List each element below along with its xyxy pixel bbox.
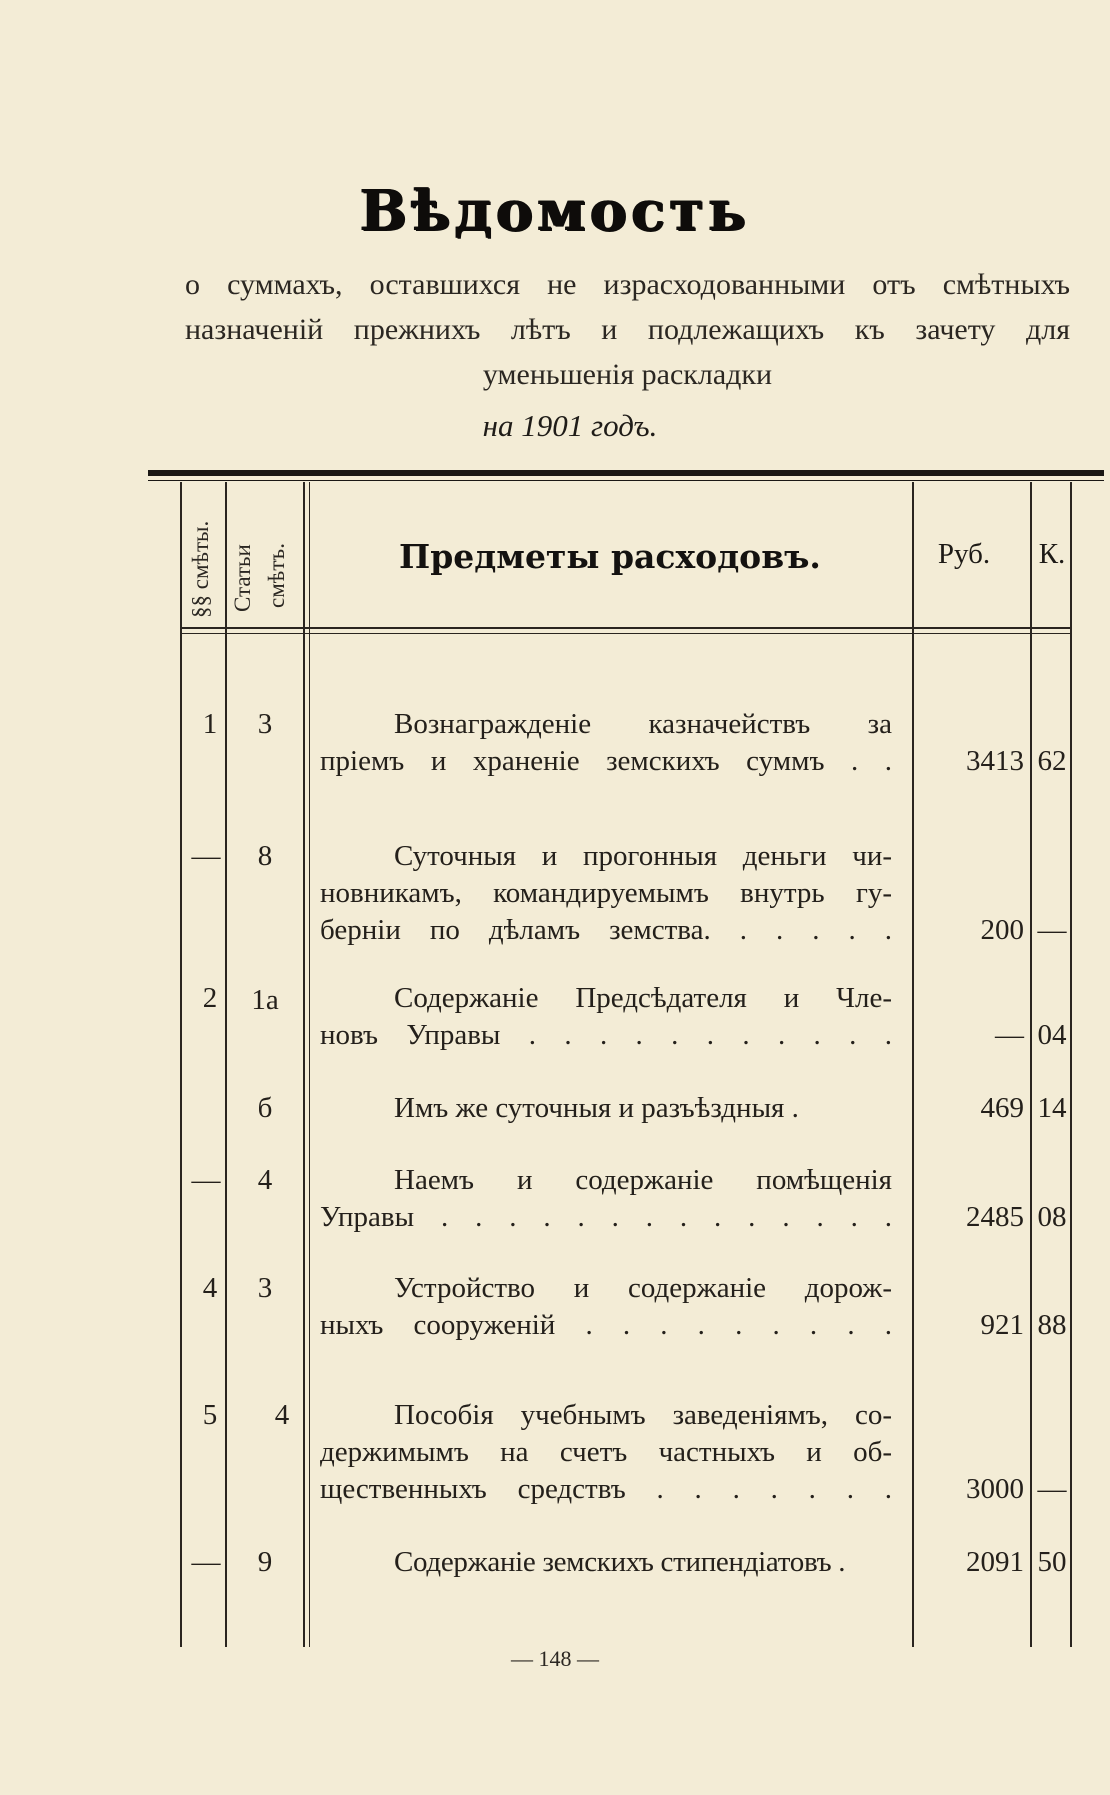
header-kop: К.	[1038, 538, 1066, 570]
row-paragraph: 2	[202, 982, 218, 1014]
row-description	[320, 1397, 892, 1508]
subtitle-line: о суммахъ, оставшихся не израсходованными отъ смѣтныхъ	[185, 268, 1070, 301]
row-description-line: Устройство и содержаніе дорож-	[394, 1272, 892, 1304]
row-article: 3	[257, 1272, 273, 1304]
row-article: 4	[274, 1399, 290, 1431]
row-rub: 200	[980, 914, 1024, 946]
table-divider	[309, 482, 310, 1647]
row-description	[320, 706, 892, 780]
header-rub: Руб.	[937, 538, 991, 570]
row-rub: 3000	[966, 1473, 1024, 1505]
row-paragraph: —	[191, 1164, 221, 1196]
row-description-line: берніи по дѣламъ земства. . . . . .	[320, 914, 892, 946]
row-description	[320, 1090, 892, 1127]
row-kop: 14	[1037, 1092, 1067, 1124]
row-description-line: Пособія учебнымъ заведеніямъ, со-	[394, 1399, 892, 1431]
row-description-line: Управы . . . . . . . . . . . . . .	[320, 1201, 892, 1233]
row-description-line: Имъ же суточныя и разъѣздныя .	[394, 1092, 799, 1124]
row-rub: 3413	[966, 745, 1024, 777]
row-description	[320, 838, 892, 949]
header-rule	[180, 627, 1070, 629]
row-kop: 08	[1037, 1201, 1067, 1233]
table-top-rule-thin	[148, 480, 1104, 481]
row-description-line: новникамъ, командируемымъ внутрь гу-	[320, 877, 892, 909]
header-articles: Статьи	[230, 544, 255, 612]
row-kop: 62	[1037, 745, 1067, 777]
row-description-line: Содержаніе Предсѣдателя и Чле-	[394, 982, 892, 1014]
row-paragraph: 1	[202, 708, 218, 740]
table-divider	[303, 482, 305, 1647]
row-article: 9	[257, 1546, 273, 1578]
row-rub: 2485	[966, 1201, 1024, 1233]
row-article: 3	[257, 708, 273, 740]
row-description-line: держимымъ на счетъ частныхъ и об-	[320, 1436, 892, 1468]
header-items: Предметы расходовъ.	[399, 537, 821, 576]
header-rule-thin	[180, 633, 1070, 634]
row-description-line: новъ Управы . . . . . . . . . . .	[320, 1019, 892, 1051]
row-article: б	[257, 1092, 273, 1124]
row-kop: 50	[1037, 1546, 1067, 1578]
document-year: на 1901 годъ.	[482, 408, 658, 443]
row-description-line: Содержаніе земскихъ стипендіатовъ .	[394, 1546, 846, 1578]
table-border-right	[1070, 482, 1072, 1647]
row-rub: 2091	[966, 1546, 1024, 1578]
subtitle-line: назначеній прежнихъ лѣтъ и подлежащихъ къ зачету для	[185, 313, 1070, 346]
row-paragraph: —	[191, 840, 221, 872]
table-divider	[1030, 482, 1032, 1647]
document-subtitle	[185, 262, 1070, 397]
row-rub: 469	[980, 1092, 1024, 1124]
row-description-line: Вознагражденіе казначействъ за	[394, 708, 892, 740]
row-article: 8	[257, 840, 273, 872]
row-article: 1а	[251, 984, 279, 1016]
row-rub: 921	[980, 1309, 1024, 1341]
row-paragraph: —	[191, 1546, 221, 1578]
table-top-rule	[148, 470, 1104, 476]
row-paragraph: 5	[202, 1399, 218, 1431]
header-articles-sub: смѣтъ.	[264, 543, 289, 608]
row-description-line: Суточныя и прогонныя деньги чи-	[394, 840, 892, 872]
row-kop: 88	[1037, 1309, 1067, 1341]
row-kop: 04	[1037, 1019, 1067, 1051]
page-number: — 148 —	[511, 1646, 599, 1671]
row-article: 4	[257, 1164, 273, 1196]
row-description-line: Наемъ и содержаніе помѣщенія	[394, 1164, 892, 1196]
row-kop: —	[1037, 1473, 1067, 1505]
row-description	[320, 1270, 892, 1344]
row-rub: —	[995, 1019, 1024, 1051]
subtitle-line: уменьшенія раскладки	[482, 358, 773, 391]
row-description	[320, 1162, 892, 1236]
table-border-left	[180, 482, 182, 1647]
row-description-line: щественныхъ средствъ . . . . . . .	[320, 1473, 892, 1505]
header-paragraphs: §§ смѣты.	[188, 520, 213, 618]
document-title: Вѣдомость	[359, 178, 751, 244]
row-kop: —	[1037, 914, 1067, 946]
row-description-line: пріемъ и храненіе земскихъ суммъ . .	[320, 745, 892, 777]
table-divider	[225, 482, 227, 1647]
row-description	[320, 1544, 892, 1581]
row-description-line: ныхъ сооруженій . . . . . . . . .	[320, 1309, 892, 1341]
row-description	[320, 980, 892, 1054]
row-paragraph: 4	[202, 1272, 218, 1304]
